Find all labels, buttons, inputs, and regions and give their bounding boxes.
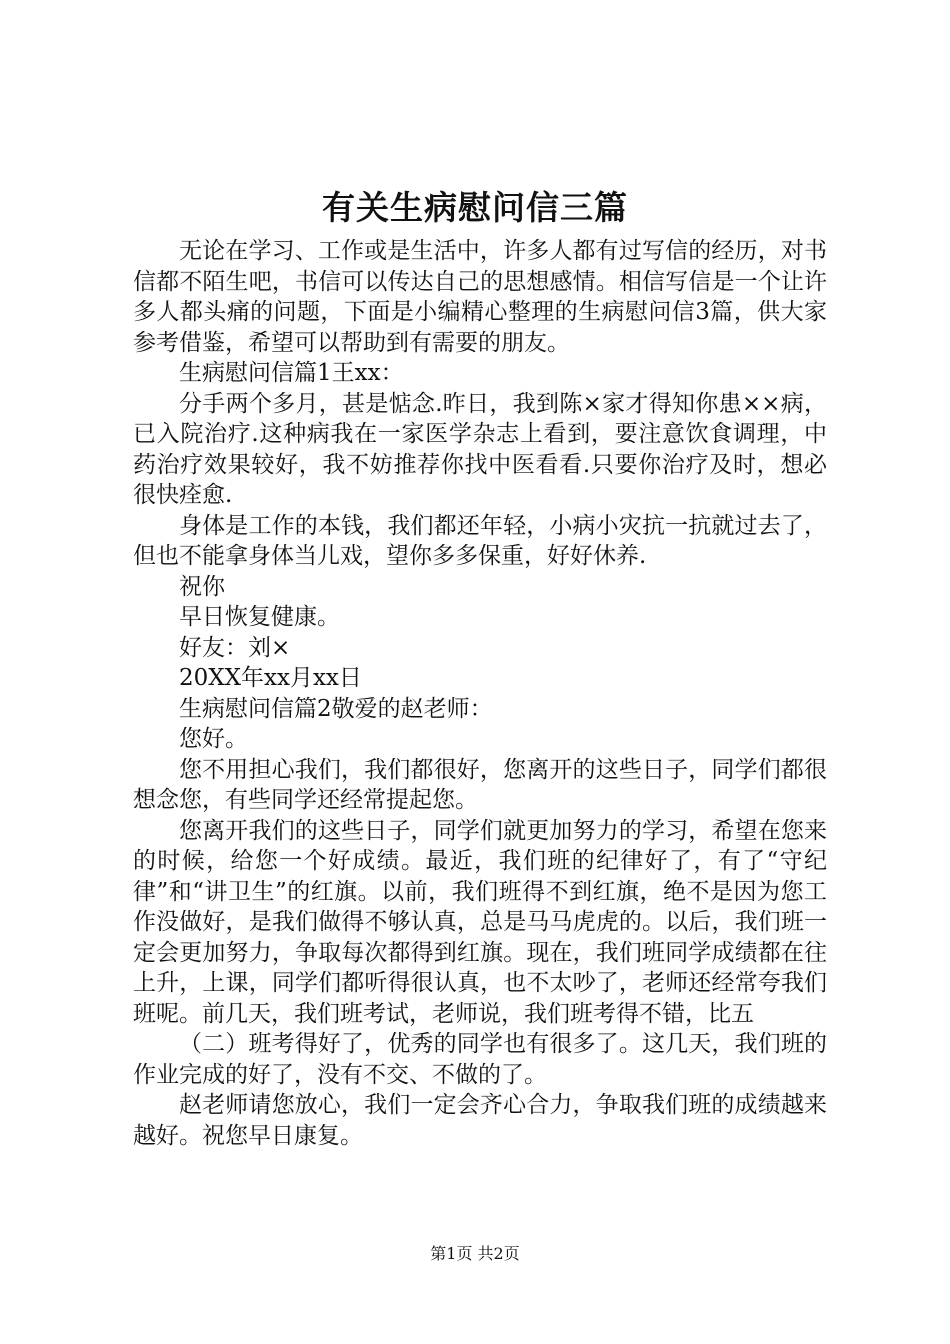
letter-2-heading: 生病慰问信篇2敬爱的赵老师： (179, 695, 493, 722)
letter-2-paragraph: （二）班考得好了，优秀的同学也有很多了。这几天，我们班的作业完成的好了，没有不交、不做的了。 (133, 1031, 827, 1088)
letter-1-closing: 祝你 (179, 573, 225, 600)
intro-paragraph: 无论在学习、工作或是生活中，许多人都有过写信的经历，对书信都不陌生吧，书信可以传达自己的思想感情。相信写信是一个让许多人都头痛的问题，下面是小编精心整理的生病慰问信3篇，供大家参考借鉴，希望可以帮助到有需要的朋友。 (133, 238, 827, 356)
letter-1-paragraph: 分手两个多月，甚是惦念.昨日，我到陈×家才得知你患××病，已入院治疗.这种病我在一家医学杂志上看到，要注意饮食调理，中药治疗效果较好，我不妨推荐你找中医看看.只要你治疗及时，想必很快痊愈. (133, 390, 827, 508)
letter-1-closing-wish: 早日恢复健康。 (179, 604, 340, 630)
letter-1-paragraph: 身体是工作的本钱，我们都还年轻，小病小灾抗一抗就过去了，但也不能拿身体当儿戏，望你多多保重，好好休养. (133, 512, 827, 569)
letter-2-paragraph: 赵老师请您放心，我们一定会齐心合力，争取我们班的成绩越来越好。祝您早日康复。 (133, 1092, 827, 1149)
document-title: 有关生病慰问信三篇 (322, 188, 628, 227)
letter-2-paragraph: 您离开我们的这些日子，同学们就更加努力的学习，希望在您来的时候，给您一个好成绩。最近，我们班的纪律好了，有了“守纪律”和“讲卫生”的红旗。以前，我们班得不到红旗，绝不是因为您工作没做好，是我们做得不够认真，总是马马虎虎的。以后，我们班一定会更加努力，争取每次都得到红旗。现在，我们班同学成绩都在往上升，上课，同学们都听得很认真，也不太吵了，老师还经常夸我们班呢。前几天，我们班考试，老师说，我们班考得不错，比五 (133, 817, 827, 1027)
letter-1-heading: 生病慰问信篇1王xx： (179, 360, 404, 386)
document-body (133, 236, 827, 1151)
letter-1-date: 20XX年xx月xx日 (179, 665, 362, 691)
letter-1-signature: 好友：刘× (179, 634, 291, 661)
page-footer: 第1页 共2页 (430, 1244, 520, 1263)
letter-2-greeting: 您好。 (179, 726, 248, 752)
letter-2-paragraph: 您不用担心我们，我们都很好，您离开的这些日子，同学们都很想念您，有些同学还经常提起您。 (133, 756, 827, 813)
